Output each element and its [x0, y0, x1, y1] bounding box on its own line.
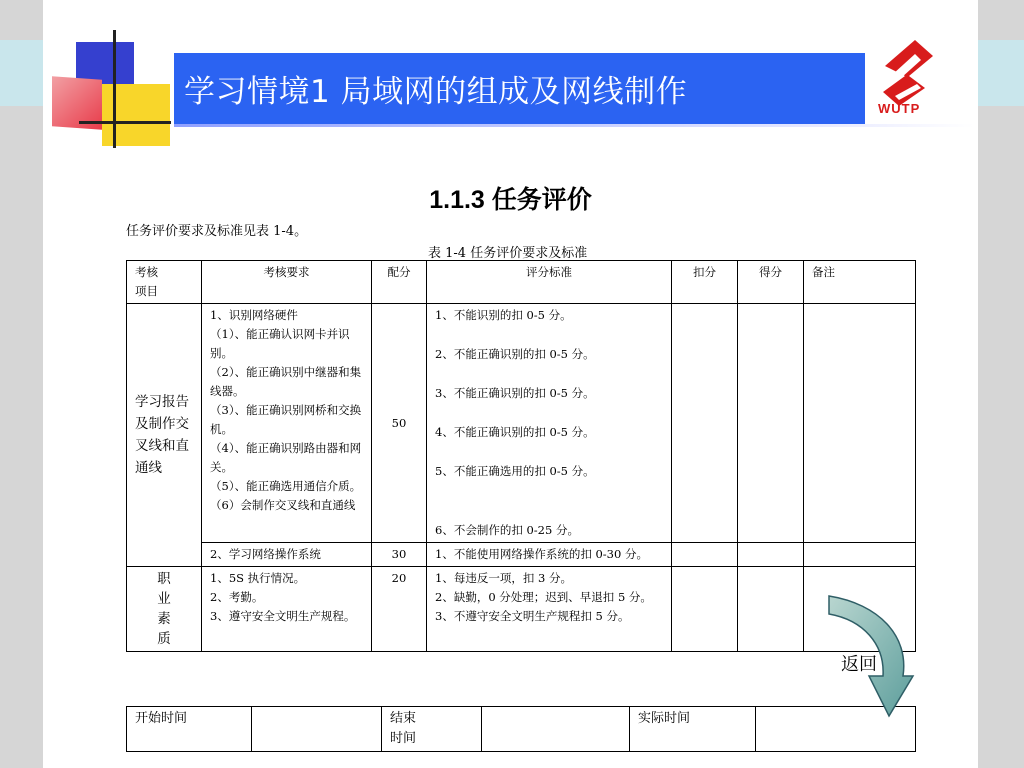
header-item: 考核 项目	[127, 261, 202, 304]
right-accent-band	[978, 40, 1024, 106]
table-caption: 表 1-4 任务评价要求及标准	[428, 246, 588, 261]
header-points: 配分	[372, 261, 427, 304]
requirements-cell: 2、学习网络操作系统	[202, 543, 372, 567]
intro-text: 任务评价要求及标准见表 1-4。	[126, 224, 308, 239]
start-time-label: 开始时间	[127, 707, 252, 752]
score-cell	[738, 567, 804, 652]
criteria-cell: 1、每违反一项，扣 3 分。 2、缺勤，0 分处理；迟到、早退扣 5 分。 3、不遵守安全文明生产规程扣 5 分。	[427, 567, 672, 652]
table-row	[127, 567, 916, 652]
remarks-cell	[804, 304, 916, 543]
table-row	[127, 543, 916, 567]
decor-horizontal-line	[79, 121, 171, 124]
score-cell	[738, 543, 804, 567]
return-button[interactable]: 返回	[841, 654, 877, 675]
end-time-value	[482, 707, 630, 752]
time-row	[127, 707, 916, 752]
category-study-report: 学习报告及制作交叉线和直通线	[127, 304, 202, 567]
end-time-label: 结束时间	[382, 707, 482, 752]
header-score: 得分	[738, 261, 804, 304]
time-table	[126, 706, 916, 752]
left-accent-band	[0, 40, 43, 106]
left-margin	[0, 0, 43, 768]
header-deduction: 扣分	[672, 261, 738, 304]
points-cell: 20	[372, 567, 427, 652]
table-header-row	[127, 261, 916, 304]
logo-text: WUTP	[878, 101, 921, 116]
points-cell: 50	[372, 304, 427, 543]
right-margin	[978, 0, 1024, 768]
table-row	[127, 304, 916, 543]
title-bar	[174, 53, 865, 124]
points-cell: 30	[372, 543, 427, 567]
slide	[43, 0, 978, 768]
header-remarks: 备注	[804, 261, 916, 304]
category-professional-quality: 职业素质	[127, 567, 202, 652]
remarks-cell	[804, 543, 916, 567]
criteria-cell: 1、不能识别的扣 0-5 分。 2、不能正确识别的扣 0-5 分。 3、不能正确识别的扣 0-5 分。 4、不能正确识别的扣 0-5 分。 5、不能正确选用的扣 0-5 分。 6、不会制作的扣 0-25 分。	[427, 304, 672, 543]
header-requirements: 考核要求	[202, 261, 372, 304]
title-underline	[174, 124, 974, 127]
requirements-cell: 1、识别网络硬件 （1）、能正确认识网卡并识别。 （2）、能正确识别中继器和集线器。 （3）、能正确识别网桥和交换机。 （4）、能正确识别路由器和网关。 （5）、能正确选用通信介质。 （6）会制作交叉线和直通线	[202, 304, 372, 543]
score-cell	[738, 304, 804, 543]
slide-title: 学习情境1 局域网的组成及网线制作	[184, 74, 688, 110]
actual-time-label: 实际时间	[630, 707, 756, 752]
header-criteria: 评分标准	[427, 261, 672, 304]
deduction-cell	[672, 304, 738, 543]
criteria-cell: 1、不能使用网络操作系统的扣 0-30 分。	[427, 543, 672, 567]
start-time-value	[252, 707, 382, 752]
deduction-cell	[672, 567, 738, 652]
evaluation-table	[126, 260, 916, 652]
decor-vertical-line	[113, 30, 116, 148]
requirements-cell: 1、5S 执行情况。 2、考勤。 3、遵守安全文明生产规程。	[202, 567, 372, 652]
deduction-cell	[672, 543, 738, 567]
section-title: 1.1.3 任务评价	[429, 186, 592, 214]
